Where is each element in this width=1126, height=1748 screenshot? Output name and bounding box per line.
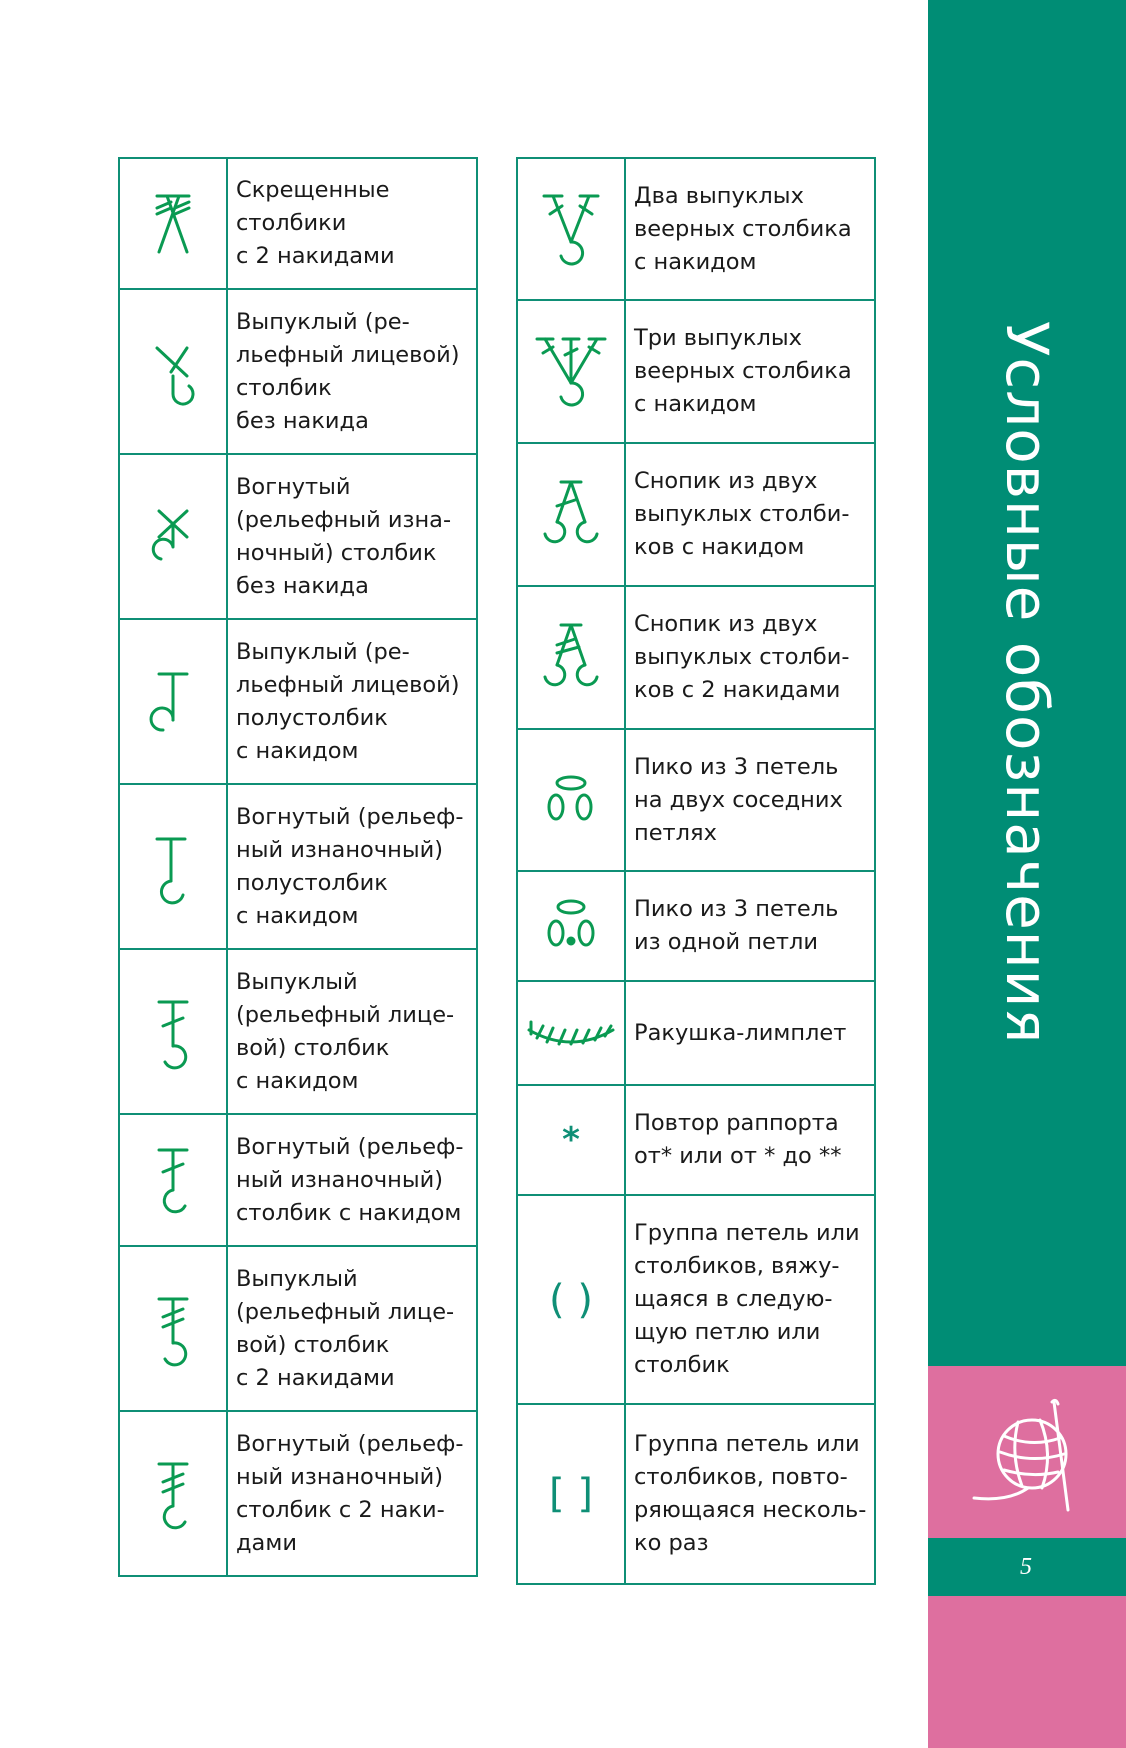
- page-title-container: [928, 0, 1126, 1366]
- symbol-description: Снопик из двух выпуклых столби- ков с накидом: [625, 443, 875, 586]
- symbol-description: Выпуклый (рельефный лице- вой) столбик с накидом: [227, 949, 477, 1114]
- table-row: [119, 784, 477, 949]
- symbol-description: Два выпуклых веерных столбика с накидом: [625, 158, 875, 300]
- symbol-description: Скрещенные столбики с 2 накидами: [227, 158, 477, 289]
- table-row: [119, 1246, 477, 1411]
- sidebar: [928, 0, 1126, 1748]
- symbol-description: Ракушка-лимплет: [625, 981, 875, 1085]
- fp-cluster-2-2yo-icon: [517, 586, 625, 729]
- asterisk-glyph: *: [562, 1120, 580, 1160]
- symbol-description: Вогнутый (рельефный изна- ночный) столбик без накида: [227, 454, 477, 619]
- bptr-icon: [119, 1411, 227, 1576]
- symbol-description: Вогнутый (рельеф- ный изнаночный) столбик с 2 наки- дами: [227, 1411, 477, 1576]
- table-row: [517, 981, 875, 1085]
- fpsc-icon: [119, 289, 227, 454]
- picot-two-icon: [517, 729, 625, 871]
- table-row: [517, 1085, 875, 1195]
- symbols-table-right: [516, 157, 876, 1585]
- fptr-icon: [119, 1246, 227, 1411]
- bpsc-icon: [119, 454, 227, 619]
- table-row: [517, 871, 875, 981]
- two-fp-fan-icon: [517, 158, 625, 300]
- symbol-description: Снопик из двух выпуклых столби- ков с 2 накидами: [625, 586, 875, 729]
- symbol-description: Выпуклый (рельефный лице- вой) столбик с 2 накидами: [227, 1246, 477, 1411]
- table-row: [119, 158, 477, 289]
- page-title: Условные обозначения: [993, 321, 1061, 1045]
- page-number: 5: [1020, 1554, 1032, 1580]
- symbol-description: Вогнутый (рельеф- ный изнаночный) полустолбик с накидом: [227, 784, 477, 949]
- table-row: [517, 729, 875, 871]
- symbol-description: Выпуклый (ре- льефный лицевой) столбик без накида: [227, 289, 477, 454]
- parentheses-glyph: ( ): [549, 1276, 593, 1323]
- limpet-shell-icon: [517, 981, 625, 1085]
- table-row: [119, 1411, 477, 1576]
- symbol-description: Группа петель или столбиков, повто- ряющаяся несколь- ко раз: [625, 1404, 875, 1584]
- three-fp-fan-icon: [517, 300, 625, 443]
- table-row: [119, 454, 477, 619]
- fphdc-icon: [119, 619, 227, 784]
- symbol-description: Группа петель или столбиков, вяжу- щаяся в следую- щую петлю или столбик: [625, 1195, 875, 1404]
- symbol-description: Повтор раппорта от* или от * до **: [625, 1085, 875, 1195]
- table-row: [119, 949, 477, 1114]
- parentheses-icon: [517, 1195, 625, 1404]
- symbol-description: Пико из 3 петель на двух соседних петлях: [625, 729, 875, 871]
- fp-cluster-2-icon: [517, 443, 625, 586]
- symbol-description: Пико из 3 петель из одной петли: [625, 871, 875, 981]
- table-row: [119, 1114, 477, 1246]
- brackets-icon: [517, 1404, 625, 1584]
- brackets-glyph: [ ]: [549, 1471, 593, 1517]
- bphdc-icon: [119, 784, 227, 949]
- symbols-table-left: [118, 157, 478, 1577]
- symbol-description: Выпуклый (ре- льефный лицевой) полустолбик с накидом: [227, 619, 477, 784]
- table-row: [119, 619, 477, 784]
- table-row: [517, 443, 875, 586]
- table-row: [517, 300, 875, 443]
- table-row: [517, 158, 875, 300]
- table-row: [517, 1404, 875, 1584]
- table-row: [517, 586, 875, 729]
- asterisk-icon: [517, 1085, 625, 1195]
- crossed-dc-2yo-icon: [119, 158, 227, 289]
- symbol-description: Три выпуклых веерных столбика с накидом: [625, 300, 875, 443]
- picot-one-icon: [517, 871, 625, 981]
- table-row: [119, 289, 477, 454]
- symbol-description: Вогнутый (рельеф- ный изнаночный) столбик с накидом: [227, 1114, 477, 1246]
- fpdc-icon: [119, 949, 227, 1114]
- bpdc-icon: [119, 1114, 227, 1246]
- yarn-ball-icon: [968, 1398, 1088, 1518]
- table-row: [517, 1195, 875, 1404]
